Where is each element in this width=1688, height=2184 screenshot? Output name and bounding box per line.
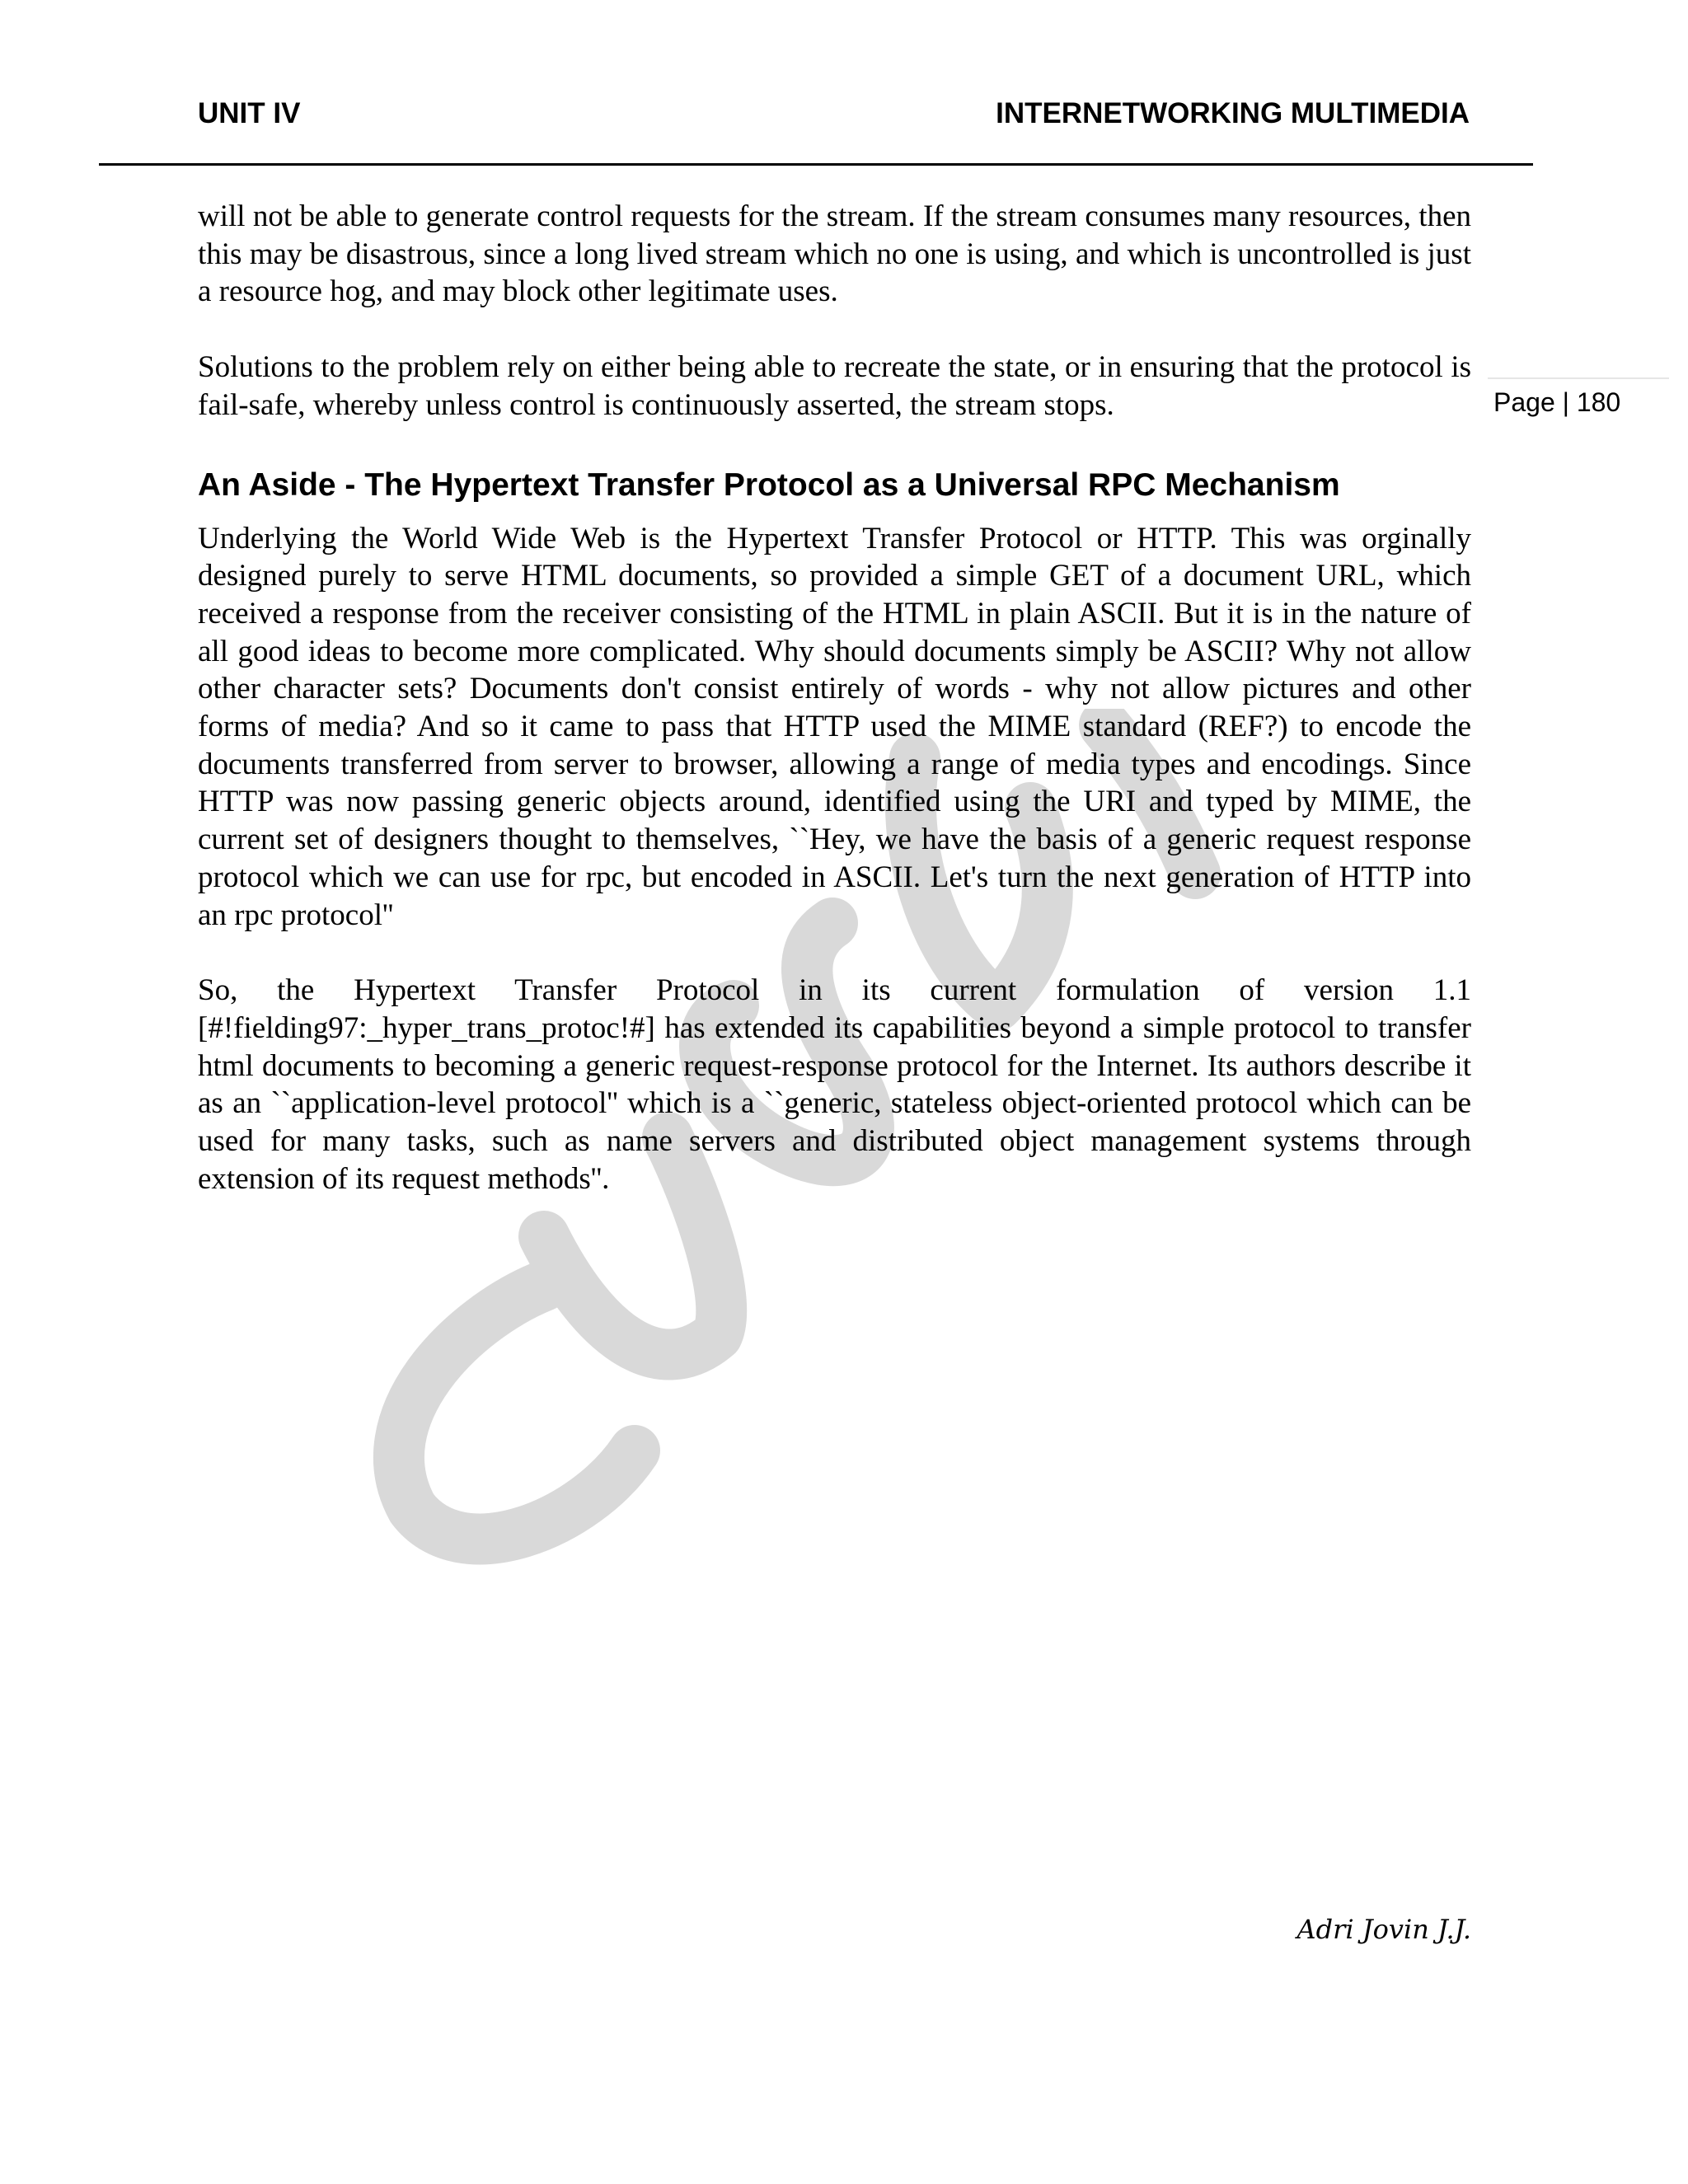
paragraph-stream-control: will not be able to generate control requests for the stream. If the stream consumes many resources, then this may be disastrous, since a long lived stream which no one is using, and which is uncontrolled is just a resource hog, and may block other legitimate uses. bbox=[198, 199, 1471, 309]
paragraph-solutions: Solutions to the problem rely on either being able to recreate the state, or in ensuring that the protocol is fail-safe, whereby unless control is continuously asserted, the stream stops. bbox=[198, 350, 1471, 422]
page-body bbox=[198, 198, 1471, 1235]
paragraph-http-1-1: So, the Hypertext Transfer Protocol in its current formulation of version 1.1 [#!fielding97:_hyper_trans_protoc!#] has extended its capabilities beyond a simple protocol to transfer html documents to becoming a generic request-response protocol for the Internet. Its authors describe it as an ``application-level protocol'' which is a ``generic, stateless object-oriented protocol which can be used for many tasks, such as name servers and distributed object management systems through extension of its request methods''. bbox=[198, 973, 1471, 1196]
section-heading: An Aside - The Hypertext Transfer Protocol as a Universal RPC Mechanism bbox=[198, 466, 1340, 503]
unit-label: UNIT IV bbox=[198, 97, 301, 129]
chapter-title: INTERNETWORKING MULTIMEDIA bbox=[996, 97, 1470, 129]
header-divider bbox=[99, 163, 1533, 166]
paragraph-http-history: Underlying the World Wide Web is the Hypertext Transfer Protocol or HTTP. This was orginally designed purely to serve HTML documents, so provided a simple GET of a document URL, which received a response from the receiver consisting of the HTML in plain ASCII. But it is in the nature of all good ideas to become more complicated. Why should documents simply be ASCII? Why not allow other character sets? Documents don't consist entirely of words - why not allow pictures and other forms of media? And so it came to pass that HTTP used the MIME standard (REF?) to encode the documents transferred from server to browser, allowing a range of media types and encodings. Since HTTP was now passing generic objects around, identified using the URI and typed by MIME, the current set of designers thought to themselves, ``Hey, we have the basis of a generic request response protocol which we can use for rpc, but encoded in ASCII. Let's turn the next generation of HTTP into an rpc protocol'' bbox=[198, 521, 1471, 932]
page-number: Page | 180 bbox=[1493, 387, 1621, 417]
page-number-divider bbox=[1488, 377, 1669, 379]
author-signature: Adri Jovin J.J. bbox=[1296, 1914, 1471, 1945]
